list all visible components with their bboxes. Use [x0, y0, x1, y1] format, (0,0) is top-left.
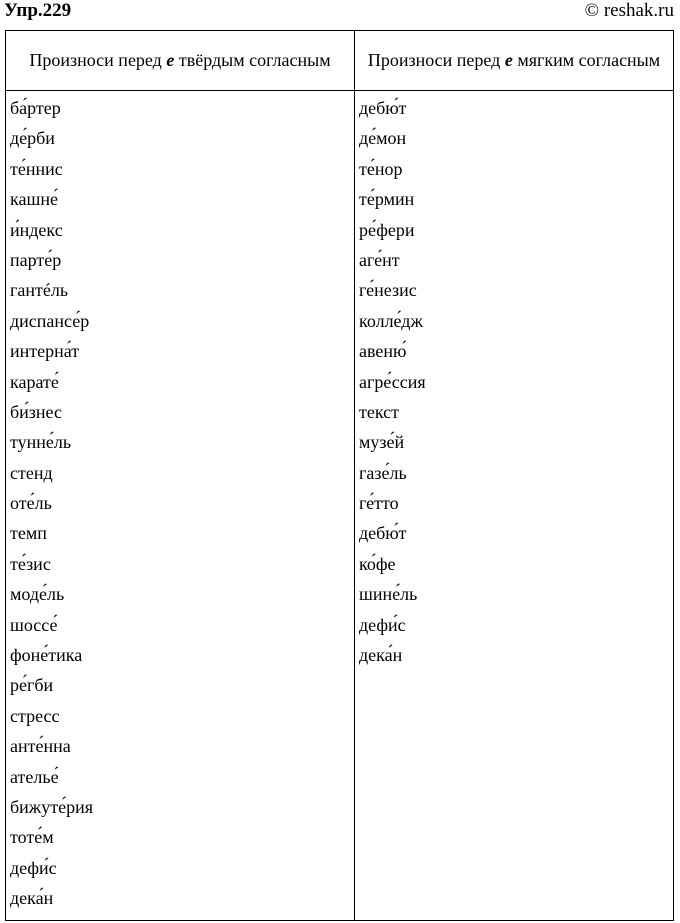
word-item: ателье́	[10, 766, 59, 787]
word-item: дефи́с	[10, 857, 57, 878]
word-item: музе́й	[359, 432, 405, 453]
word-item: дека́н	[359, 645, 403, 666]
word-item: шоссе́	[10, 614, 58, 635]
column-heading-soft	[355, 31, 674, 91]
word-item: агре́ссия	[359, 371, 426, 392]
soft-word-list	[355, 91, 673, 670]
word-item: аге́нт	[359, 249, 400, 270]
word-item: ре́гби	[10, 675, 54, 696]
exercise-title: Упр.229	[4, 0, 72, 21]
table-header-row	[6, 31, 674, 91]
word-item: ба́ртер	[10, 98, 61, 118]
word-item: моде́ль	[10, 584, 65, 605]
word-item: парте́р	[10, 249, 62, 270]
word-item: де́рби	[10, 128, 55, 149]
word-item: темп	[10, 523, 47, 544]
word-item: гантéль	[10, 280, 69, 301]
word-item: кашне́	[10, 189, 58, 210]
column-heading-hard	[6, 31, 355, 91]
heading-text: Произноси перед	[367, 50, 505, 70]
word-item: би́знес	[10, 401, 62, 422]
word-item: те́нор	[359, 158, 403, 179]
heading-text: мягким согласным	[512, 50, 661, 70]
word-item: оте́ль	[10, 493, 52, 514]
word-item: ге́тто	[359, 493, 399, 514]
soft-words-cell	[355, 91, 674, 921]
word-item: диспансе́р	[10, 310, 90, 331]
word-item: тоте́м	[10, 827, 54, 848]
word-item: фоне́тика	[10, 645, 83, 666]
word-item: стресс	[10, 705, 60, 726]
word-item: авеню́	[359, 341, 407, 362]
word-item: те́зис	[10, 553, 51, 574]
word-item: те́рмин	[359, 189, 415, 210]
word-item: колле́дж	[359, 310, 423, 331]
hard-word-list	[6, 91, 354, 914]
word-item: дефи́с	[359, 614, 406, 635]
word-item: дебю́т	[359, 523, 407, 544]
word-item: ре́фери	[359, 219, 415, 240]
word-item: и́ндекс	[10, 219, 63, 240]
word-item: текст	[359, 401, 400, 422]
table-body-row	[6, 91, 674, 921]
word-item: карате́	[10, 371, 59, 392]
word-item: ге́незис	[359, 280, 417, 301]
word-item: дека́н	[10, 888, 54, 909]
word-item: бижуте́рия	[10, 796, 93, 817]
word-item: ко́фе	[359, 553, 396, 574]
word-item: те́ннис	[10, 158, 63, 179]
heading-text: твёрдым согласным	[174, 50, 331, 70]
word-item: де́мон	[359, 128, 407, 149]
source-credit: © reshak.ru	[584, 0, 674, 21]
heading-text: Произноси перед	[29, 50, 167, 70]
pronunciation-table	[5, 30, 674, 921]
heading-letter: е	[504, 50, 513, 70]
word-item: тунне́ль	[10, 432, 72, 453]
heading-letter: е	[166, 50, 175, 70]
word-item: стенд	[10, 462, 53, 483]
word-item: анте́нна	[10, 736, 71, 757]
word-item: шине́ль	[359, 584, 418, 605]
hard-words-cell	[6, 91, 355, 921]
word-item: газе́ль	[359, 462, 407, 483]
word-item: дебю́т	[359, 98, 407, 118]
word-item: интерна́т	[10, 341, 80, 362]
